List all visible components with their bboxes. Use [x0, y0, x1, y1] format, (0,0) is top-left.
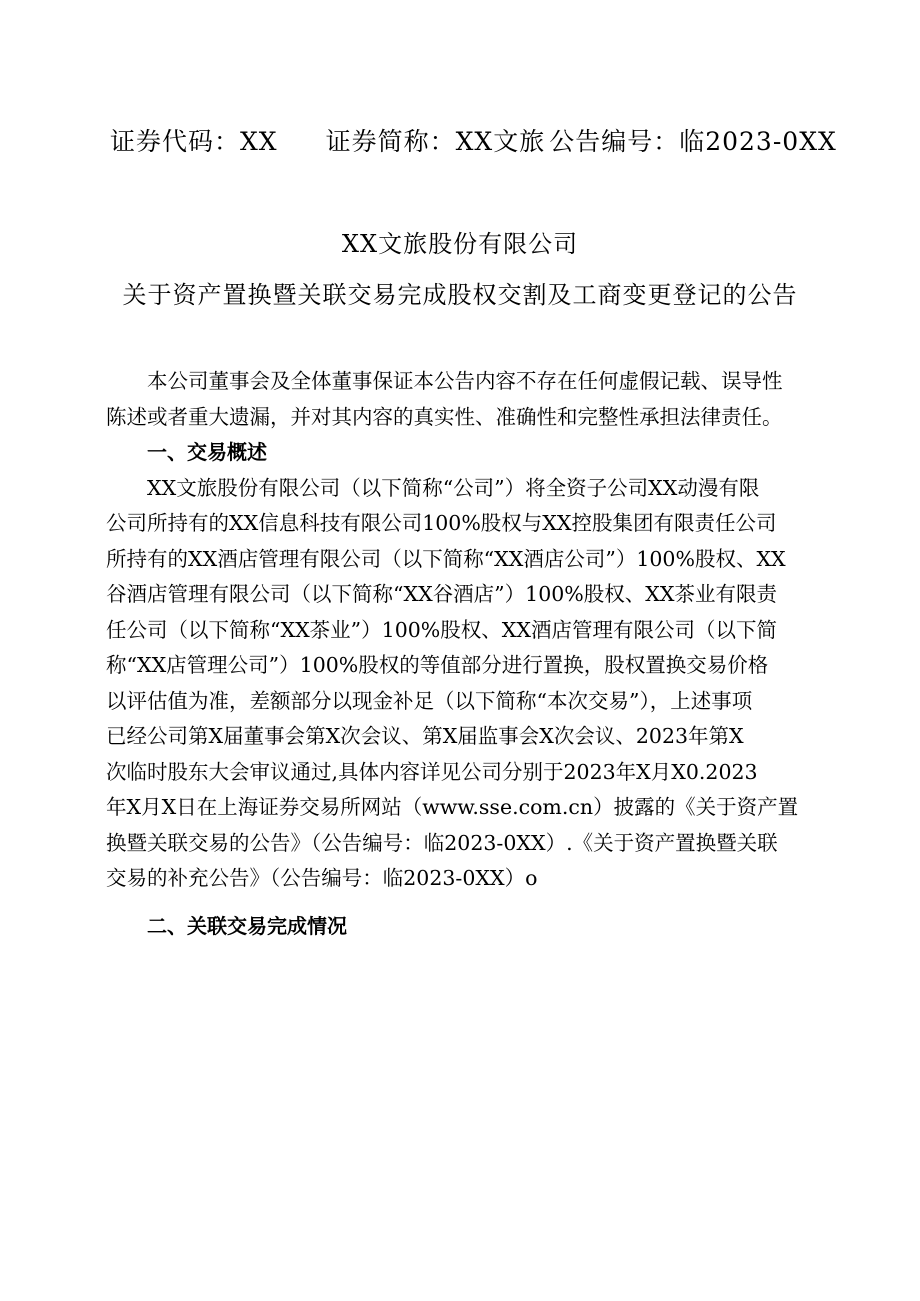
paragraph-line: 换暨关联交易的公告》（公告编号：临2023-0XX）.《关于资产置换暨关联	[106, 830, 778, 855]
section-heading-transaction-overview: 一、交易概述	[147, 440, 267, 464]
paragraph-line: 已经公司第X届董事会第X次会议、第X届监事会X次会议、2023年第X	[106, 724, 744, 748]
company-title: XX文旅股份有限公司	[341, 230, 579, 258]
paragraph-line: XX文旅股份有限公司（以下简称“公司”）将全资子公司XX动漫有限	[147, 475, 760, 500]
stock-abbreviation: 证券简称：XX文旅	[325, 127, 546, 156]
statement-line: 陈述或者重大遗漏，并对其内容的真实性、准确性和完整性承担法律责任。	[106, 404, 783, 429]
statement-line: 本公司董事会及全体董事保证本公告内容不存在任何虚假记载、误导性	[147, 369, 783, 393]
notice-body	[106, 364, 820, 944]
paragraph-line: 以评估值为准，差额部分以现金补足（以下简称“本次交易”），上述事项	[106, 688, 753, 713]
paragraph-line: 公司所持有的XX信息科技有限公司100%股权与XX控股集团有限责任公司	[106, 511, 777, 535]
paragraph-line: 称“XX店管理公司”）100%股权的等值部分进行置换，股权置换交易价格	[106, 653, 769, 677]
notice-number: 公告编号：临2023-0XX	[549, 127, 837, 156]
paragraph-line: 谷酒店管理有限公司（以下简称“XX谷酒店”）100%股权、XX茶业有限责	[106, 582, 777, 606]
paragraph-line: 年X月X日在上海证券交易所网站（www.sse.com.cn）披露的《关于资产置	[106, 795, 799, 819]
paragraph-line: 任公司（以下简称“XX茶业”）100%股权、XX酒店管理有限公司（以下简	[106, 617, 777, 642]
notice-title: 关于资产置换暨关联交易完成股权交割及工商变更登记的公告	[122, 281, 798, 309]
paragraph-line: 所持有的XX酒店管理有限公司（以下简称“XX酒店公司”）100%股权、XX	[106, 546, 786, 571]
paragraph-line: 次临时股东大会审议通过,具体内容详见公司分别于2023年X月X0.2023	[106, 759, 758, 784]
section-heading-completion-status: 二、关联交易完成情况	[147, 913, 347, 938]
notice-header	[110, 122, 837, 158]
paragraph-line: 交易的补充公告》（公告编号：临2023-0XX）o	[106, 866, 538, 890]
stock-code: 证券代码：XX	[110, 127, 278, 156]
